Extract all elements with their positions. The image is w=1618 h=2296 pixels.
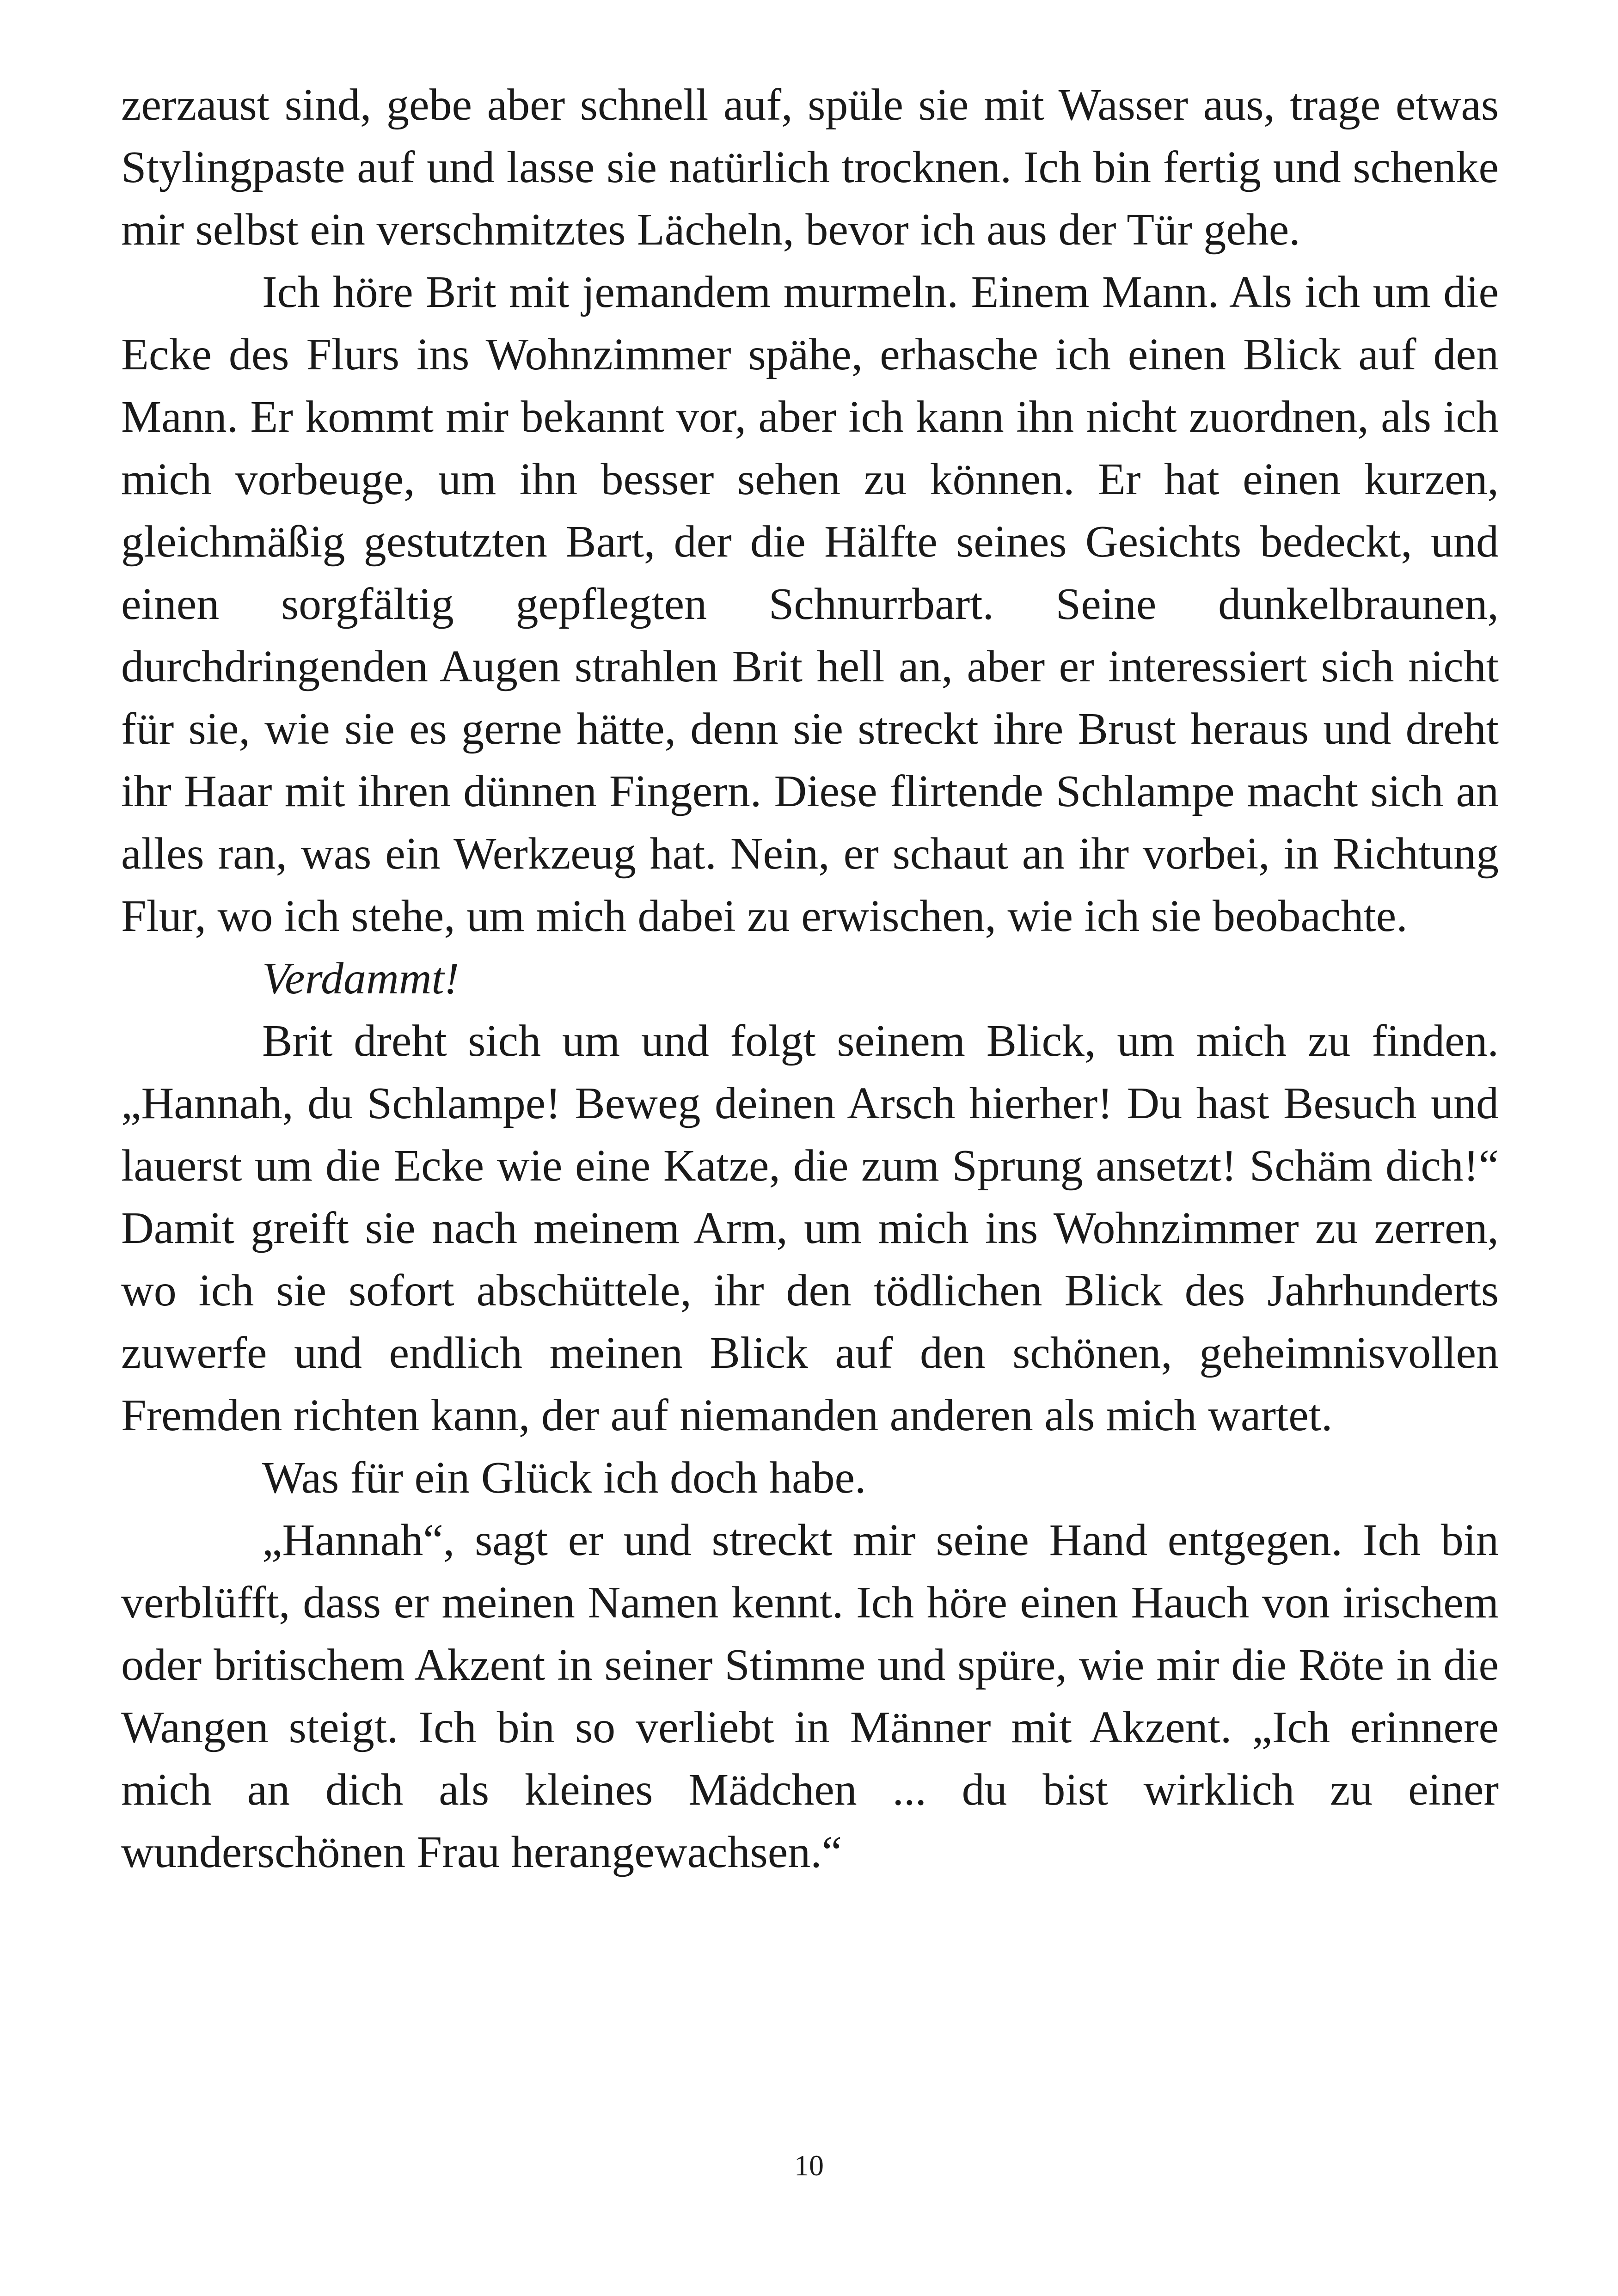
paragraph-brit-murmuring: Ich höre Brit mit jemandem murmeln. Einem Mann. Als ich um die Ecke des Flurs ins Wohnzimmer spähe, erhasche ich einen Blick auf den Mann. Er kommt mir bekannt vor, aber ich kann ihn nicht zuordnen, als ich mich vorbeuge, um ihn besser sehen zu können. Er hat einen kurzen, gleichmäßig gestutzten Bart, der die Hälfte seines Gesichts bedeckt, und einen sorgfältig gepflegten Schnurrbart. Seine dunkelbraunen, durchdringenden Augen strahlen Brit hell an, aber er interessiert sich nicht für sie, wie sie es gerne hätte, denn sie streckt ihre Brust heraus und dreht ihr Haar mit ihren dünnen Fingern. Diese flirtende Schlampe macht sich an alles ran, was ein Werkzeug hat. Nein, er schaut an ihr vorbei, in Richtung Flur, wo ich stehe, um mich dabei zu erwischen, wie ich sie beobachte.: [121, 267, 1499, 941]
body-text: [121, 74, 1499, 1884]
paragraph-continued: zerzaust sind, gebe aber schnell auf, spüle sie mit Wasser aus, trage etwas Stylingpaste auf und lasse sie natürlich trocknen. Ich bin fertig und schenke mir selbst ein verschmitztes Lächeln, bevor ich aus der Tür gehe.: [121, 80, 1499, 255]
paragraph-hannah-greeting: „Hannah“, sagt er und streckt mir seine Hand entgegen. Ich bin verblüfft, dass er meinen Namen kennt. Ich höre einen Hauch von irischem oder britischem Akzent in seiner Stimme und spüre, wie mir die Röte in die Wangen steigt. Ich bin so verliebt in Männer mit Akzent. „Ich erinnere mich an dich als kleines Mädchen ... du bist wirklich zu einer wunderschönen Frau herangewachsen.“: [121, 1515, 1499, 1877]
page-number: 10: [794, 2149, 824, 2182]
paragraph-brit-turns: Brit dreht sich um und folgt seinem Blick, um mich zu finden. „Hannah, du Schlampe! Beweg deinen Arsch hierher! Du hast Besuch und lauerst um die Ecke wie eine Katze, die zum Sprung ansetzt! Schäm dich!“ Damit greift sie nach meinem Arm, um mich ins Wohnzimmer zu zerren, wo ich sie sofort abschüttele, ihr den tödlichen Blick des Jahrhunderts zuwerfe und endlich meinen Blick auf den schönen, geheimnisvollen Fremden richten kann, der auf niemanden anderen als mich wartet.: [121, 1016, 1499, 1440]
paragraph-gluck: Was für ein Glück ich doch habe.: [262, 1453, 866, 1503]
paragraph-verdammt: Verdammt!: [262, 954, 460, 1004]
